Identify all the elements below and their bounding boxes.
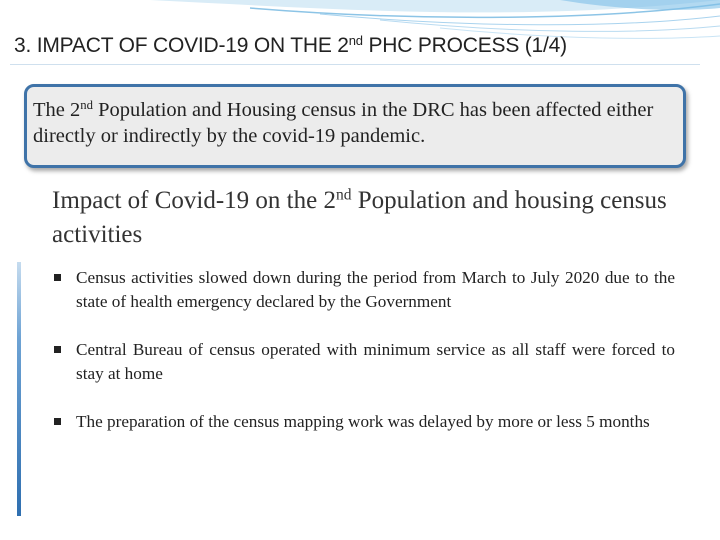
summary-callout-box xyxy=(24,84,686,168)
list-item: The preparation of the census mapping work was delayed by more or less 5 months xyxy=(52,410,675,434)
title-divider xyxy=(10,64,700,65)
slide-title: 3. IMPACT OF COVID-19 ON THE 2nd PHC PROCESS (1/4) xyxy=(14,32,567,57)
list-item: Central Bureau of census operated with minimum service as all staff were forced to stay at home xyxy=(52,338,675,386)
decorative-vertical-bar xyxy=(17,262,21,516)
square-bullet-icon xyxy=(54,418,61,425)
square-bullet-icon xyxy=(54,346,61,353)
impact-bullet-list xyxy=(52,266,675,458)
square-bullet-icon xyxy=(54,274,61,281)
section-heading: Impact of Covid-19 on the 2nd Population and housing census activities xyxy=(52,186,667,248)
summary-callout-text: The 2nd Population and Housing census in the DRC has been affected either directly or indirectly by the covid-19 pandemic. xyxy=(33,98,654,147)
list-item: Census activities slowed down during the period from March to July 2020 due to the state of health emergency declared by the Government xyxy=(52,266,675,314)
